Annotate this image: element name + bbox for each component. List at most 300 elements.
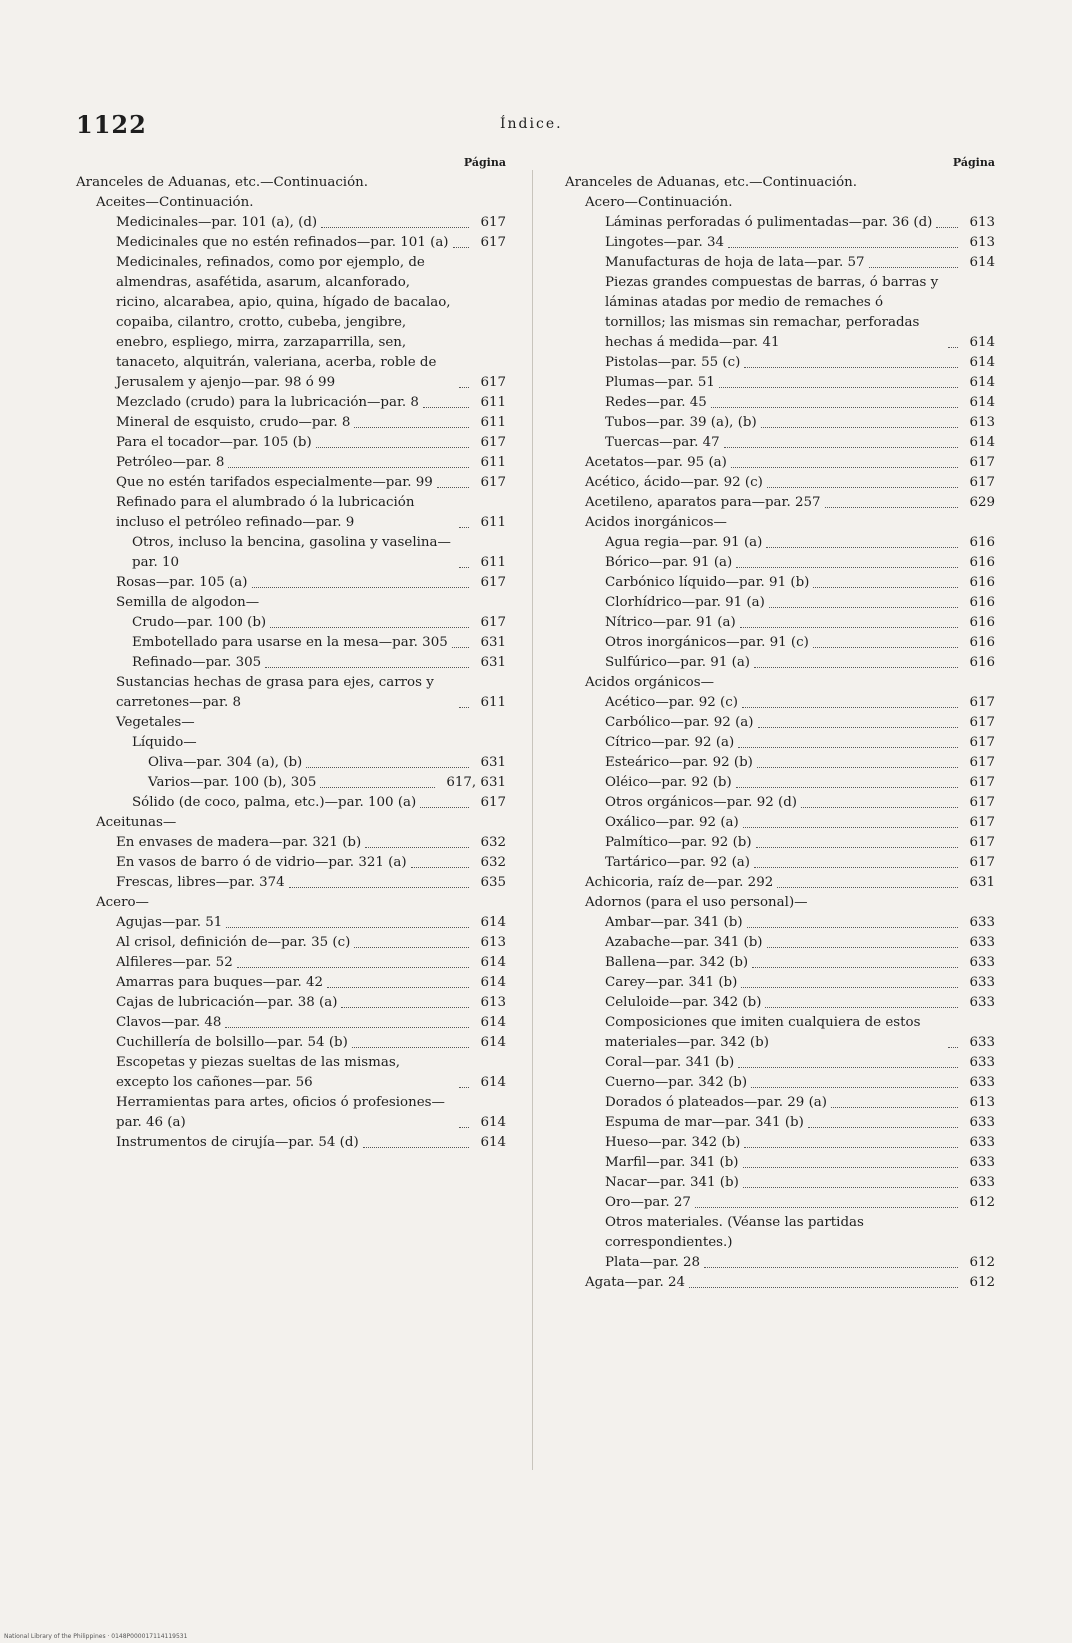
entry-label: Medicinales que no estén refinados—par. 101 (a) [116,235,449,250]
entry-page: 611 [480,415,506,430]
index-entry [76,613,506,633]
index-entry [565,573,995,593]
entry-page: 616 [969,535,995,550]
leader-dots [719,387,959,388]
index-entry [76,893,506,913]
entry-page: 633 [969,915,995,930]
entry-text [605,713,961,733]
entry-text [585,493,961,513]
entry-page: 631 [480,755,506,770]
index-entry [76,1093,506,1133]
index-entry [565,973,995,993]
index-entry [76,973,506,993]
entry-page: 617 [969,735,995,750]
entry-page: 611 [480,695,506,710]
entry-text [585,673,995,693]
entry-page: 617 [969,835,995,850]
index-entry [76,633,506,653]
leader-dots [738,1067,958,1068]
entry-text [116,853,472,873]
entry-page: 617 [480,575,506,590]
entry-label: Bórico—par. 91 (a) [605,555,733,570]
leader-dots [936,227,958,228]
entry-label: Escopetas y piezas sueltas de las mismas, excepto los cañones—par. 56 [116,1055,400,1090]
leader-dots [423,407,469,408]
entry-page: 614 [969,255,995,270]
entry-label: Acetatos—par. 95 (a) [585,455,727,470]
entry-label: En vasos de barro ó de vidrio—par. 321 (a) [116,855,407,870]
entry-page: 617 [480,435,506,450]
entry-page: 611 [480,395,506,410]
entry-label: Para el tocador—par. 105 (b) [116,435,312,450]
entry-label: Frescas, libres—par. 374 [116,875,285,890]
entry-label: Otros orgánicos—par. 92 (d) [605,795,798,810]
entry-label: Carbónico líquido—par. 91 (b) [605,575,810,590]
entry-page: 617 [969,695,995,710]
leader-dots [741,987,958,988]
leader-dots [226,927,469,928]
index-entry [565,493,995,513]
index-entry [565,1113,995,1133]
leader-dots [777,887,958,888]
entry-page: 612 [969,1195,995,1210]
entry-label: Acero— [96,895,149,910]
index-entry [565,1153,995,1173]
entry-page: 614 [480,1115,506,1130]
entry-text [605,613,961,633]
index-entry [565,213,995,233]
entry-label: Agua regia—par. 91 (a) [605,535,763,550]
leader-dots [747,927,959,928]
entry-label: Coral—par. 341 (b) [605,1055,735,1070]
entry-page: 611 [480,555,506,570]
entry-text [605,533,961,553]
leader-dots [754,667,958,668]
entry-label: Semilla de algodon— [116,595,260,610]
leader-dots [437,487,470,488]
entry-text [116,1033,472,1053]
entry-label: Oléico—par. 92 (b) [605,775,732,790]
leader-dots [742,707,958,708]
entry-text [116,433,472,453]
index-entry [76,233,506,253]
index-entry [76,413,506,433]
entry-page: 617 [480,215,506,230]
entry-label: Nacar—par. 341 (b) [605,1175,739,1190]
index-entry [76,173,506,193]
entry-page: 613 [969,1095,995,1110]
leader-dots [743,1167,959,1168]
leader-dots [459,387,469,388]
entry-page: 614 [969,375,995,390]
index-entry [76,573,506,593]
index-entry [76,953,506,973]
index-entry [565,853,995,873]
entry-page: 633 [969,1135,995,1150]
index-entry [565,173,995,193]
entry-text [116,453,472,473]
index-column-left [76,156,506,1153]
entry-label: Medicinales, refinados, como por ejemplo, de almendras, asafétida, asarum, alcanforado, ricino, alcarabea, apio, quina, hígado de bacalao, copaiba, cilantro, crotto, cubeba, jengibre, enebro, espliego, mirra, zarzaparrilla, sen, tanaceto, alquitrán, valeriana, acerba, roble de Jerusalem y ajenjo—par. 98 ó 99 [116,255,451,390]
leader-dots [751,1087,958,1088]
entry-page: 613 [969,415,995,430]
leader-dots [459,1127,469,1128]
scan-footer: National Library of the Philippines · 0148P000017114119531 [4,1633,188,1640]
entry-page: 613 [969,215,995,230]
entry-text [116,573,472,593]
entry-text [116,493,472,533]
entry-text [96,193,506,213]
entry-page: 617 [480,475,506,490]
entry-text [116,233,472,253]
entry-text [605,373,961,393]
entry-text [605,833,961,853]
entry-page: 614 [969,355,995,370]
entry-label: Que no estén tarifados especialmente—par. 99 [116,475,433,490]
index-entry [565,353,995,373]
leader-dots [459,707,469,708]
leader-dots [744,367,958,368]
entry-text [132,533,472,573]
leader-dots [736,787,959,788]
entry-label: Tuercas—par. 47 [605,435,720,450]
entry-text [605,413,961,433]
entry-label: Petróleo—par. 8 [116,455,225,470]
entry-page: 629 [969,495,995,510]
entry-text [96,813,506,833]
entry-label: Pistolas—par. 55 (c) [605,355,741,370]
entry-text [605,973,961,993]
leader-dots [767,947,959,948]
entry-page: 617 [480,615,506,630]
leader-dots [738,747,958,748]
entry-label: Refinado—par. 305 [132,655,262,670]
leader-dots [452,647,470,648]
entry-page: 617 [969,855,995,870]
leader-dots [767,487,959,488]
entry-text [605,1073,961,1093]
leader-dots [228,467,469,468]
entry-page: 614 [480,915,506,930]
entry-text [605,633,961,653]
index-entry [565,433,995,453]
leader-dots [801,807,958,808]
leader-dots [354,427,469,428]
index-entry [565,1053,995,1073]
entry-label: Dorados ó plateados—par. 29 (a) [605,1095,828,1110]
entry-page: 631 [480,655,506,670]
index-entry [565,673,995,693]
index-entry [565,873,995,893]
index-entry [565,273,995,353]
index-entry [565,373,995,393]
entry-text [116,933,472,953]
page-number: 1122 [76,110,147,139]
entry-text [116,913,472,933]
entry-page: 613 [480,995,506,1010]
leader-dots [365,847,469,848]
entry-label: Aranceles de Aduanas, etc.—Continuación. [565,175,858,190]
entry-text [116,1133,472,1153]
entry-label: Agujas—par. 51 [116,915,223,930]
entry-page: 612 [969,1255,995,1270]
leader-dots [411,867,470,868]
entry-label: Acidos orgánicos— [585,675,714,690]
leader-dots [808,1127,959,1128]
entry-page: 614 [969,335,995,350]
entry-page: 617 [969,455,995,470]
entry-text [116,473,472,493]
index-entry [565,193,995,213]
entry-label: Medicinales—par. 101 (a), (d) [116,215,318,230]
leader-dots [711,407,959,408]
index-entry [76,933,506,953]
entry-text [585,193,995,213]
index-entry [565,393,995,413]
entry-page: 616 [969,595,995,610]
entry-label: Espuma de mar—par. 341 (b) [605,1115,804,1130]
index-entry [76,913,506,933]
leader-dots [948,347,958,348]
entry-text [132,793,472,813]
entry-page: 616 [969,615,995,630]
leader-dots [289,887,470,888]
index-entry [565,833,995,853]
entry-label: Carbólico—par. 92 (a) [605,715,754,730]
index-entry [565,1273,995,1293]
entry-label: Aceitunas— [96,815,177,830]
leader-dots [765,1007,958,1008]
index-entry [565,653,995,673]
entry-text [116,873,472,893]
entry-page: 632 [480,835,506,850]
entry-label: Crudo—par. 100 (b) [132,615,267,630]
entry-text [132,653,472,673]
entry-label: Acero—Continuación. [585,195,733,210]
entry-page: 617 [969,715,995,730]
entry-text [565,173,995,193]
index-entry [565,713,995,733]
index-column-right [565,156,995,1293]
entry-page: 617, 631 [446,775,506,790]
entry-text [605,733,961,753]
entry-label: Acidos inorgánicos— [585,515,727,530]
entry-text [132,633,472,653]
leader-dots [831,1107,958,1108]
entry-label: Agata—par. 24 [585,1275,686,1290]
entry-text [148,773,438,793]
entry-text [116,413,472,433]
leader-dots [740,627,959,628]
entry-label: Cuchillería de bolsillo—par. 54 (b) [116,1035,348,1050]
entry-text [605,273,961,353]
entry-label: Sólido (de coco, palma, etc.)—par. 100 (a) [132,795,417,810]
index-entry [76,993,506,1013]
entry-page: 617 [969,775,995,790]
leader-dots [252,587,470,588]
entry-text [605,693,961,713]
leader-dots [316,447,470,448]
entry-label: Marfil—par. 341 (b) [605,1155,739,1170]
index-entry [565,253,995,273]
entry-page: 635 [480,875,506,890]
entry-text [116,1013,472,1033]
entry-label: Mineral de esquisto, crudo—par. 8 [116,415,351,430]
entry-label: Cajas de lubricación—par. 38 (a) [116,995,338,1010]
index-entry [565,1093,995,1113]
entry-text [116,253,472,393]
entry-label: Herramientas para artes, oficios ó profesiones—par. 46 (a) [116,1095,445,1130]
entry-text [605,1193,961,1213]
entry-page: 633 [969,1075,995,1090]
pagina-label: Página [952,156,995,169]
leader-dots [270,627,469,628]
entry-page: 631 [480,635,506,650]
entry-text [116,1053,472,1093]
entry-label: Alfileres—par. 52 [116,955,233,970]
index-entry [565,473,995,493]
leader-dots [752,967,958,968]
entry-label: Aranceles de Aduanas, etc.—Continuación. [76,175,369,190]
leader-dots [825,507,959,508]
entry-text [116,213,472,233]
index-entry [565,953,995,973]
entry-text [116,993,472,1013]
entry-label: Achicoria, raíz de—par. 292 [585,875,774,890]
index-entry [565,993,995,1013]
entry-label: Azabache—par. 341 (b) [605,935,763,950]
leader-dots [731,467,959,468]
entry-label: Esteárico—par. 92 (b) [605,755,753,770]
entry-text [585,453,961,473]
entry-page: 633 [969,1175,995,1190]
index-entry [76,813,506,833]
entry-text [605,993,961,1013]
entry-text [132,733,506,753]
entry-text [116,973,472,993]
index-entry [565,933,995,953]
entry-text [605,1213,995,1253]
entry-text [116,673,472,713]
entry-page: 614 [480,975,506,990]
entry-text [605,353,961,373]
entry-label: Oxálico—par. 92 (a) [605,815,739,830]
entry-page: 611 [480,515,506,530]
entry-page: 633 [969,1035,995,1050]
entry-text [605,1093,961,1113]
entry-label: Hueso—par. 342 (b) [605,1135,741,1150]
entry-page: 617 [480,375,506,390]
column-divider [532,170,533,1470]
index-entry [565,1193,995,1213]
index-entry [76,453,506,473]
entry-page: 616 [969,655,995,670]
entry-page: 613 [480,935,506,950]
entry-text [605,1053,961,1073]
index-entry [565,413,995,433]
entry-text [116,393,472,413]
leader-dots [736,567,958,568]
index-entry [565,1073,995,1093]
index-entry [76,653,506,673]
entry-text [605,253,961,273]
leader-dots [320,787,435,788]
entry-label: Oro—par. 27 [605,1195,691,1210]
index-entry [565,733,995,753]
entry-label: Plata—par. 28 [605,1255,701,1270]
entry-text [605,953,961,973]
index-entry [565,633,995,653]
leader-dots [756,847,959,848]
entry-text [605,793,961,813]
entry-label: Embotellado para usarse en la mesa—par. 305 [132,635,448,650]
leader-dots [327,987,469,988]
entry-page: 616 [969,555,995,570]
leader-dots [695,1207,959,1208]
entry-text [605,653,961,673]
entry-text [116,713,506,733]
entry-page: 632 [480,855,506,870]
entry-text [585,473,961,493]
leader-dots [352,1047,470,1048]
leader-dots [265,667,469,668]
index-entry [76,1033,506,1053]
entry-label: Otros inorgánicos—par. 91 (c) [605,635,809,650]
entry-label: Plumas—par. 51 [605,375,715,390]
entry-label: Ballena—par. 342 (b) [605,955,749,970]
entry-label: Rosas—par. 105 (a) [116,575,248,590]
entry-page: 616 [969,635,995,650]
entry-text [605,813,961,833]
index-entry [76,473,506,493]
entry-label: Clorhídrico—par. 91 (a) [605,595,765,610]
entry-text [605,233,961,253]
leader-dots [321,227,469,228]
leader-dots [420,807,469,808]
entry-label: Sustancias hechas de grasa para ejes, carros y carretones—par. 8 [116,675,434,710]
index-entry [565,773,995,793]
entry-page: 614 [480,1015,506,1030]
leader-dots [743,1187,959,1188]
leader-dots [948,1047,958,1048]
entry-text [605,933,961,953]
leader-dots [758,727,959,728]
entry-text [605,853,961,873]
leader-dots [689,1287,958,1288]
entry-label: Amarras para buques—par. 42 [116,975,324,990]
entry-label: Líquido— [132,735,197,750]
entry-label: Varios—par. 100 (b), 305 [148,775,317,790]
index-entry [76,533,506,573]
entry-text [585,873,961,893]
entry-label: Acético—par. 92 (c) [605,695,738,710]
leader-dots [813,587,958,588]
entry-label: Manufacturas de hoja de lata—par. 57 [605,255,865,270]
leader-dots [754,867,958,868]
leader-dots [869,267,959,268]
entry-page: 617 [969,815,995,830]
entry-text [585,1273,961,1293]
entry-page: 617 [969,475,995,490]
index-entry [565,1253,995,1273]
entry-label: Piezas grandes compuestas de barras, ó barras y láminas atadas por medio de remaches ó tornillos; las mismas sin remachar, perforadas hechas á medida—par. 41 [605,275,939,350]
entry-text [605,573,961,593]
index-entry [565,613,995,633]
leader-dots [728,247,958,248]
pagina-label: Página [463,156,506,169]
entry-page: 611 [480,455,506,470]
entry-page: 633 [969,935,995,950]
